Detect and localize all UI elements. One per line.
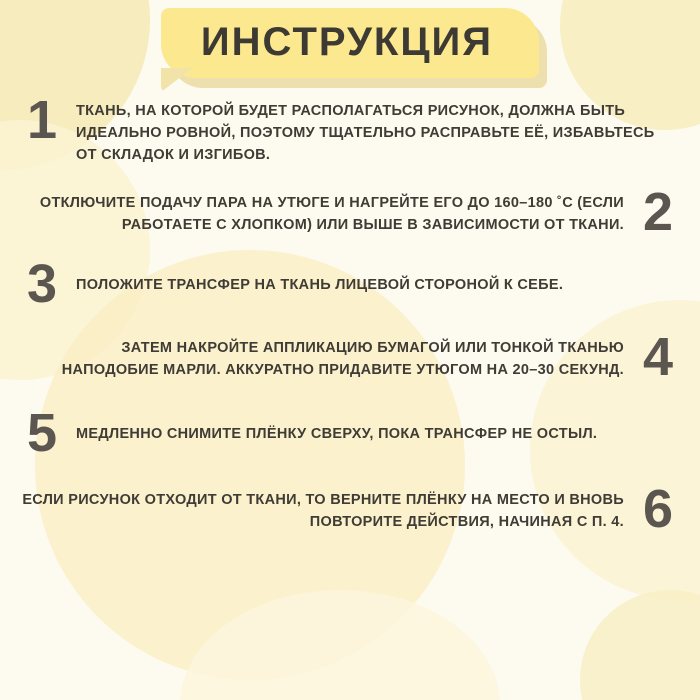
instruction-step (22, 182, 678, 243)
instruction-step (22, 327, 678, 388)
instruction-step (22, 253, 678, 314)
step-number: 4 (642, 327, 674, 388)
step-text: ЗАТЕМ НАКРОЙТЕ АППЛИКАЦИЮ БУМАГОЙ ИЛИ ТОНКОЙ ТКАНЬЮ НАПОДОБИЕ МАРЛИ. АККУРАТНО ПРИДАВИТЕ УТЮГОМ НА 20–30 СЕКУНД. (61, 340, 624, 379)
header (0, 8, 700, 78)
step-text: ТКАНЬ, НА КОТОРОЙ БУДЕТ РАСПОЛАГАТЬСЯ РИСУНОК, ДОЛЖНА БЫТЬ ИДЕАЛЬНО РОВНОЙ, ПОЭТОМУ ТЩАТЕЛЬНО РАСПРАВЬТЕ ЕЁ, ИЗБАВЬТЕСЬ ОТ СКЛАДОК И ИЗГИБОВ. (76, 103, 655, 164)
step-text: МЕДЛЕННО СНИМИТЕ ПЛЁНКУ СВЕРХУ, ПОКА ТРАНСФЕР НЕ ОСТЫЛ. (76, 425, 598, 442)
step-text: ОТКЛЮЧИТЕ ПОДАЧУ ПАРА НА УТЮГЕ И НАГРЕЙТЕ ЕГО ДО 160–180 ˚С (ЕСЛИ РАБОТАЕТЕ С ХЛОПКОМ) ИЛИ ВЫШЕ В ЗАВИСИМОСТИ ОТ ТКАНИ. (39, 195, 624, 234)
instruction-step (22, 403, 678, 464)
step-text: ЕСЛИ РИСУНОК ОТХОДИТ ОТ ТКАНИ, ТО ВЕРНИТЕ ПЛЁНКУ НА МЕСТО И ВНОВЬ ПОВТОРИТЕ ДЕЙСТВИЯ, НАЧИНАЯ С П. 4. (22, 491, 624, 530)
step-number: 1 (26, 90, 58, 150)
step-number: 6 (642, 478, 674, 539)
instruction-step (22, 478, 678, 539)
title-banner (161, 8, 539, 78)
step-number: 2 (642, 182, 674, 243)
step-text: ПОЛОЖИТЕ ТРАНСФЕР НА ТКАНЬ ЛИЦЕВОЙ СТОРОНОЙ К СЕБЕ. (76, 276, 564, 293)
page-title: ИНСТРУКЦИЯ (161, 8, 539, 78)
instruction-step (22, 90, 678, 166)
step-number: 5 (26, 403, 58, 464)
step-number: 3 (26, 253, 58, 314)
